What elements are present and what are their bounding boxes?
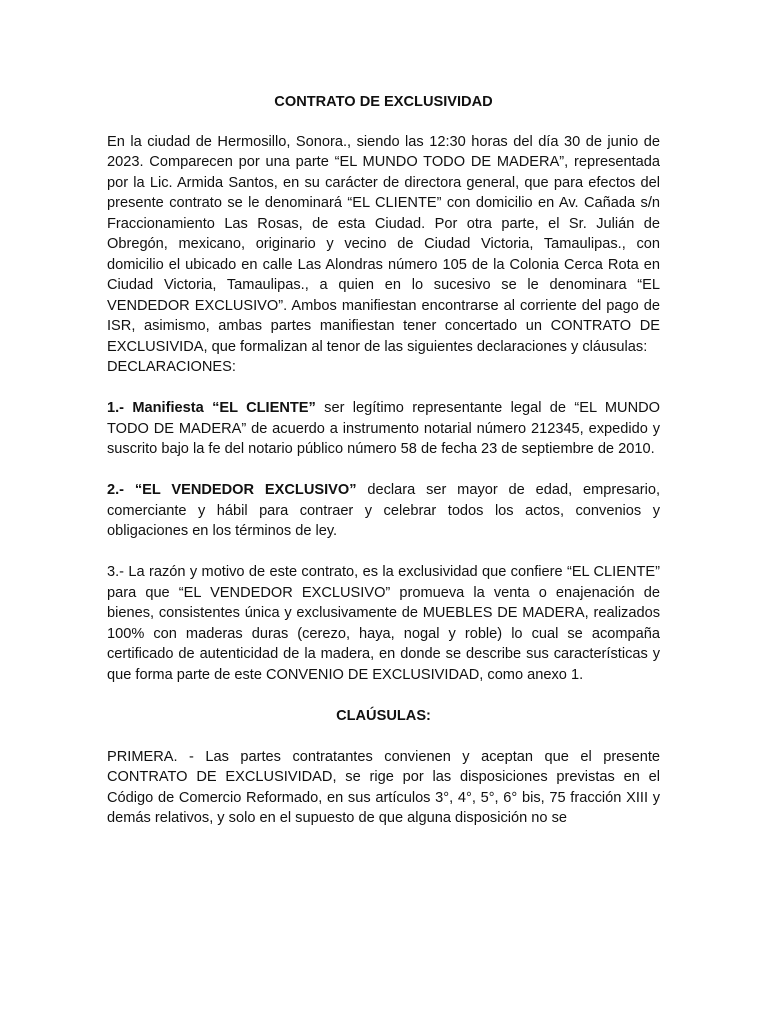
- declaration-3: 3.- La razón y motivo de este contrato, es la exclusividad que confiere “EL CLIENTE” para que “EL VENDEDOR EXCLUSIVO” promueva la venta o enajenación de bienes, consistentes única y exclusivamente de MUEBLES DE MADERA, realizados 100% con maderas duras (cerezo, haya, nogal y roble) lo cual se acompaña certificado de autenticidad de la madera, en donde se describe sus características y que forma parte de este CONVENIO DE EXCLUSIVIDAD, como anexo 1.: [107, 564, 660, 683]
- spacer: [107, 685, 660, 706]
- declaraciones-heading: DECLARACIONES:: [107, 359, 236, 375]
- spacer: [107, 378, 660, 399]
- document-title: CONTRATO DE EXCLUSIVIDAD: [274, 94, 493, 110]
- declaration-2: [107, 480, 660, 542]
- declaration-2-text: declara ser mayor de edad, empresario, comerciante y hábil para contraer y celebrar todos los actos, convenios y obligaciones en los términos de ley.: [107, 482, 660, 539]
- document-page: [107, 92, 660, 829]
- clausulas-heading: CLAÚSULAS:: [336, 707, 431, 724]
- declaration-2-lead: 2.- “EL VENDEDOR EXCLUSIVO”: [107, 482, 357, 498]
- intro-paragraph: En la ciudad de Hermosillo, Sonora., siendo las 12:30 horas del día 30 de junio de 2023. Comparecen por una parte “EL MUNDO TODO DE MADERA”, representada por la Lic. Armida Santos, en su carácter de directora general, que para efectos del presente contrato se le denominará “EL CLIENTE” con domicilio en Av. Cañada s/n Fraccionamiento Las Rosas, de esta Ciudad. Por otra parte, el Sr. Julián de Obregón, mexicano, originario y vecino de Ciudad Victoria, Tamaulipas., con domicilio el ubicado en calle Las Alondras número 105 de la Colonia Cerca Rota en Ciudad Victoria, Tamaulipas., a quien en lo sucesivo se le denominara “EL VENDEDOR EXCLUSIVO”. Ambos manifiestan encontrarse al corriente del pago de ISR, asimismo, ambas partes manifiestan tener concertado un CONTRATO DE EXCLUSIVIDA, que formalizan al tenor de las siguientes declaraciones y cláusulas:: [107, 133, 660, 355]
- spacer: [107, 726, 660, 747]
- spacer: [107, 542, 660, 563]
- spacer: [107, 460, 660, 481]
- declaration-1: [107, 398, 660, 460]
- clause-primera: PRIMERA. - Las partes contratantes convienen y aceptan que el presente CONTRATO DE EXCLUSIVIDAD, se rige por las disposiciones previstas en el Código de Comercio Reformado, en sus artículos 3°, 4°, 5°, 6° bis, 75 fracción XIII y demás relativos, y solo en el supuesto de que alguna disposición no se: [107, 748, 660, 826]
- declaration-1-lead: 1.- Manifiesta “EL CLIENTE”: [107, 400, 316, 416]
- declaration-1-text: ser legítimo representante legal de “EL MUNDO TODO DE MADERA” de acuerdo a instrumento notarial número 212345, expedido y suscrito bajo la fe del notario público número 58 de fecha 23 de septiembre de 2010.: [107, 400, 661, 457]
